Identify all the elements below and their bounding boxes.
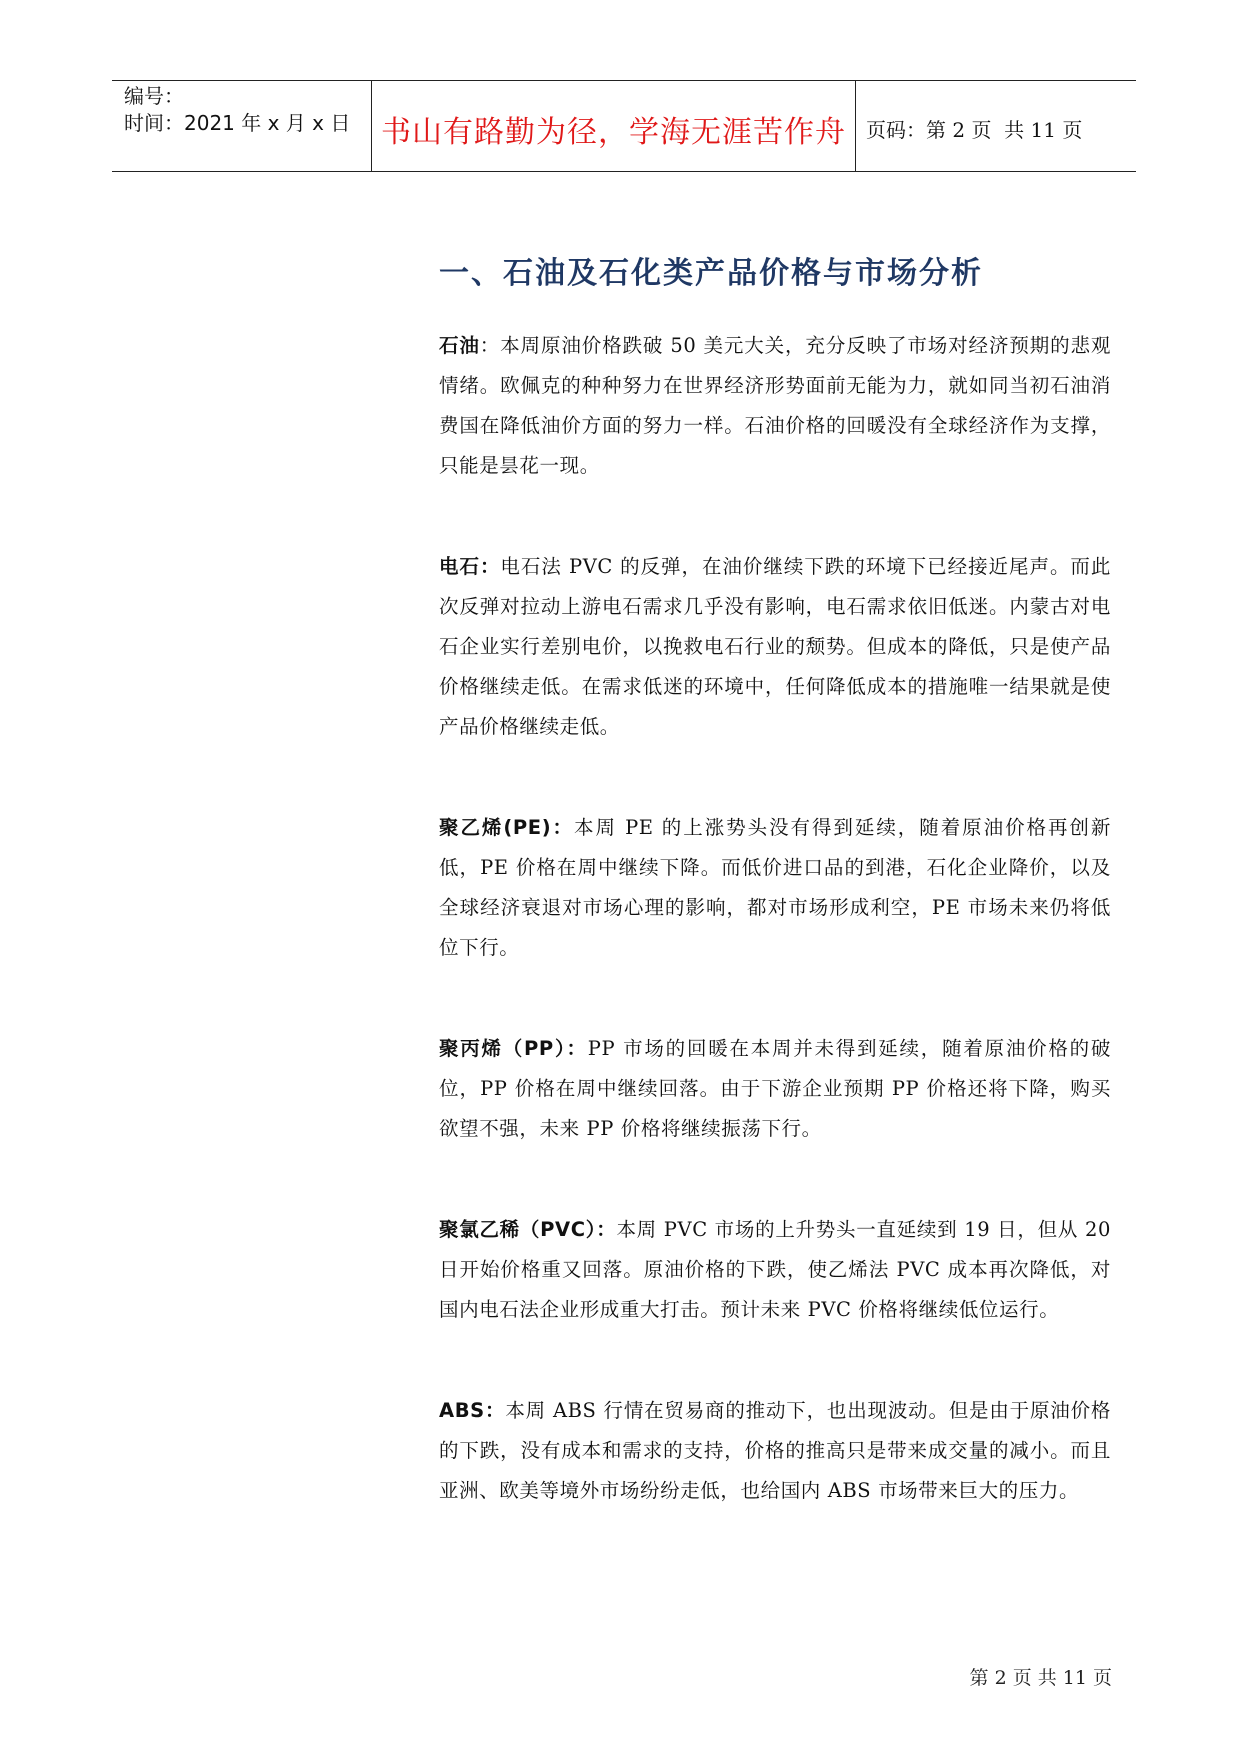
paragraph-lead: 石油 — [439, 334, 480, 357]
header-motto — [372, 81, 856, 171]
paragraph-abs — [439, 1391, 1111, 1511]
paragraph-pvc — [439, 1210, 1111, 1330]
footer-page-number: 第 2 页 共 11 页 — [969, 1667, 1112, 1689]
header-meta — [112, 81, 372, 171]
motto-text: 书山有路勤为径，学海无涯苦作舟 — [381, 115, 846, 150]
paragraph-text: PP 市场的回暖在本周并未得到延续，随着原油价格的破位，PP 价格在周中继续回落。由于下游企业预期 PP 价格还将下降，购买欲望不强，未来 PP 价格将继续振荡下行。 — [439, 1037, 1111, 1140]
paragraph-lead: 聚氯乙稀（PVC）： — [439, 1218, 617, 1241]
paragraph-text: 本周 ABS 行情在贸易商的推动下，也出现波动。但是由于原油价格的下跌，没有成本和需求的支持，价格的推高只是带来成交量的减小。而且亚洲、欧美等境外市场纷纷走低，也给国内 ABS 市场带来巨大的压力。 — [439, 1399, 1112, 1502]
paragraph-calcium-carbide — [439, 547, 1111, 747]
document-number-label: 编号： — [124, 84, 184, 108]
paragraph-polyethylene — [439, 808, 1111, 968]
header-page-number: 页码：第 2 页 共 11 页 — [866, 117, 1083, 142]
paragraph-petroleum — [439, 326, 1111, 486]
paragraph-lead: ABS： — [439, 1399, 506, 1422]
document-body — [439, 326, 1111, 1572]
paragraph-polypropylene — [439, 1029, 1111, 1149]
document-time-label: 时间：2021 年 x 月 x 日 — [124, 111, 351, 135]
paragraph-lead: 电石： — [439, 555, 501, 578]
header-page-info — [856, 81, 1136, 171]
page-header — [112, 80, 1136, 172]
section-title: 一、石油及石化类产品价格与市场分析 — [439, 256, 983, 291]
paragraph-lead: 聚乙烯(PE)： — [439, 816, 575, 839]
paragraph-text: ：本周原油价格跌破 50 美元大关，充分反映了市场对经济预期的悲观情绪。欧佩克的种种努力在世界经济形势面前无能为力，就如同当初石油消费国在降低油价方面的努力一样。石油价格的回暖没有全球经济作为支撑，只能是昙花一现。 — [439, 334, 1111, 477]
paragraph-lead: 聚丙烯（PP）： — [439, 1037, 588, 1060]
paragraph-text: 电石法 PVC 的反弹，在油价继续下跌的环境下已经接近尾声。而此次反弹对拉动上游电石需求几乎没有影响，电石需求依旧低迷。内蒙古对电石企业实行差别电价，以挽救电石行业的颓势。但成本的降低，只是使产品价格继续走低。在需求低迷的环境中，任何降低成本的措施唯一结果就是使产品价格继续走低。 — [439, 555, 1111, 738]
paragraph-text: 本周 PE 的上涨势头没有得到延续，随着原油价格再创新低，PE 价格在周中继续下降。而低价进口品的到港，石化企业降价，以及全球经济衰退对市场心理的影响，都对市场形成利空，PE 市场未来仍将低位下行。 — [439, 816, 1111, 959]
paragraph-text: 本周 PVC 市场的上升势头一直延续到 19 日，但从 20 日开始价格重又回落。原油价格的下跌，使乙烯法 PVC 成本再次降低，对国内电石法企业形成重大打击。预计未来 PVC 价格将继续低位运行。 — [439, 1218, 1111, 1321]
